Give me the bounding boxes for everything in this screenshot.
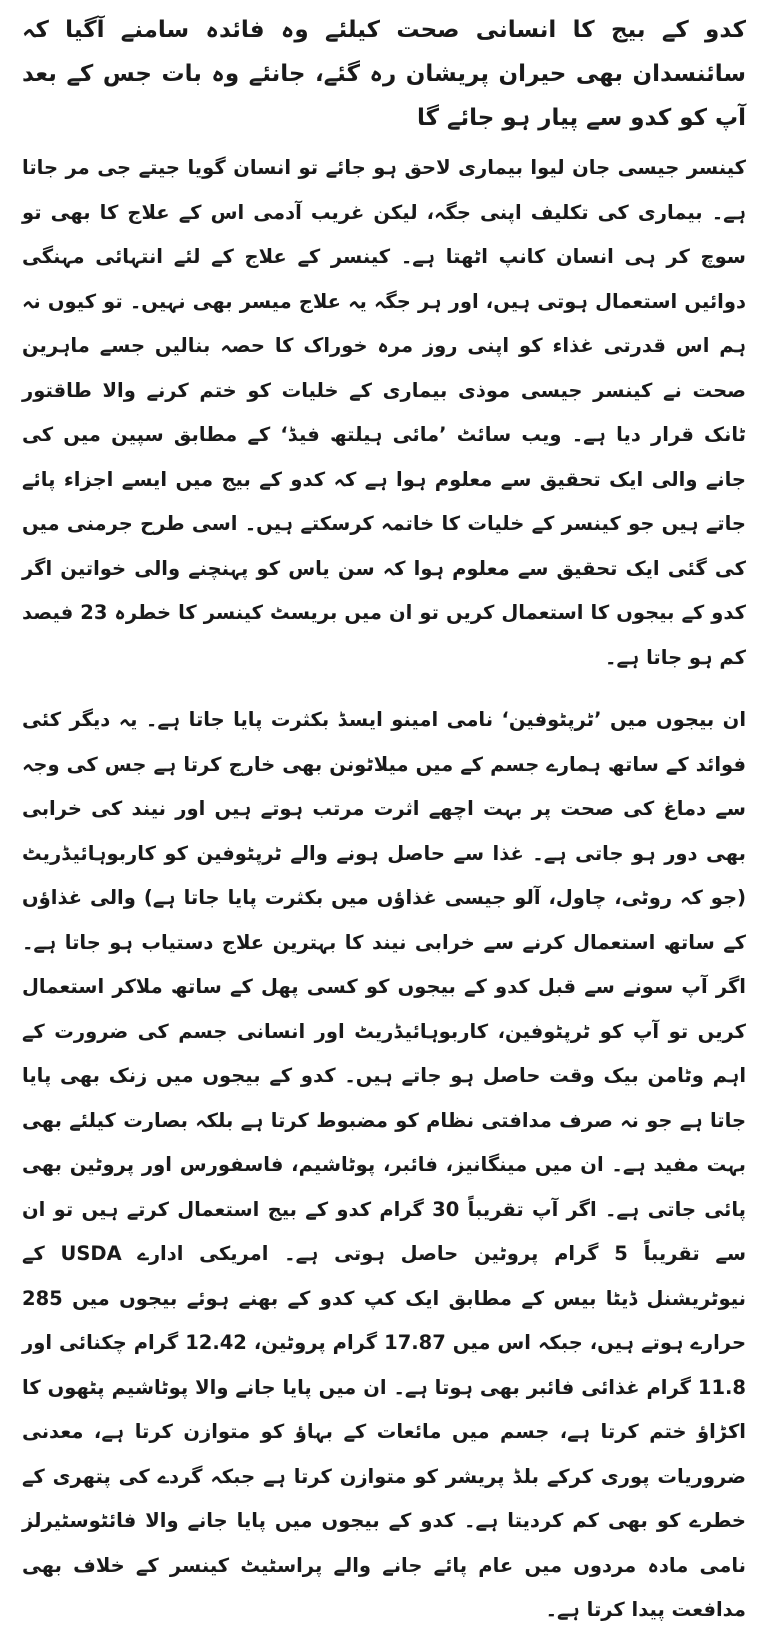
article-headline: کدو کے بیج کا انسانی صحت کیلئے وہ فائدہ سامنے آگیا کہ سائنسدان بھی حیران پریشان رہ گئے، جانئے وہ بات جس کے بعد آپ کو کدو سے پیار ہو جائے گا — [22, 17, 746, 131]
article-paragraph-2: ان بیجوں میں ’ٹرپٹوفین‘ نامی امینو ایسڈ بکثرت پایا جاتا ہے۔ یہ دیگر کئی فوائد کے ساتھ ہمارے جسم کے میں میلاٹونن بھی خارج کرتا ہے جس کی وجہ سے دماغ کی صحت پر بہت اچھے اثرت مرتب ہوتے ہیں اور نیند کی خرابی بھی دور ہو جاتی ہے۔ غذا سے حاصل ہونے والے ٹرپٹوفین کو کاربوہائیڈریٹ (جو کہ روٹی، چاول، آلو جیسی غذاؤں میں بکثرت پایا جاتا ہے) والی غذاؤں کے ساتھ استعمال کرنے سے خرابی نیند کا بہترین علاج دستیاب ہو جاتا ہے۔ اگر آپ سونے سے قبل کدو کے بیجوں کو کسی پھل کے ساتھ ملاکر استعمال کریں تو آپ کو ٹرپٹوفین، کاربوہائیڈریٹ اور انسانی جسم کی ضرورت کے اہم وٹامن بیک وقت حاصل ہو جاتے ہیں۔ کدو کے بیجوں میں زنک بھی پایا جاتا ہے جو نہ صرف مدافتی نظام کو مضبوط کرتا ہے بلکہ بصارت کیلئے بھی بہت مفید ہے۔ ان میں مینگانیز، فائبر، پوٹاشیم، فاسفورس اور پروٹین بھی پائی جاتی ہے۔ اگر آپ تقریباً 30 گرام کدو کے بیج استعمال کرتے ہیں تو ان سے تقریباً 5 گرام پروٹین حاصل ہوتی ہے۔ امریکی ادارے USDA کے نیوٹریشنل ڈیٹا بیس کے مطابق ایک کپ کدو کے بھنے ہوئے بیجوں میں 285 حرارے ہوتے ہیں، جبکہ اس میں 17.87 گرام پروٹین، 12.42 گرام چکنائی اور 11.8 گرام غذائی فائبر بھی ہوتا ہے۔ ان میں پایا جانے والا پوٹاشیم پٹھوں کا اکڑاؤ ختم کرتا ہے، جسم میں مائعات کے بہاؤ کو متوازن کرتا ہے، معدنی ضروریات پوری کرکے بلڈ پریشر کو متوازن کرتا ہے جبکہ گردے کی پتھری کے خطرے کو بھی کم کردیتا ہے۔ کدو کے بیجوں میں پایا جانے والا فائٹوسٹیرلز نامی مادہ مردوں میں عام پائے جانے والے پراسٹیٹ کینسر کے خلاف بھی مدافعت پیدا کرتا ہے۔ — [22, 708, 746, 1621]
article-paragraph-1: کینسر جیسی جان لیوا بیماری لاحق ہو جائے تو انسان گویا جیتے جی مر جاتا ہے۔ بیماری کی تکلیف اپنی جگہ، لیکن غریب آدمی اس کے علاج کا بھی تو سوچ کر ہی انسان کانپ اٹھتا ہے۔ کینسر کے علاج کے لئے انتہائی مہنگی دوائیں استعمال ہوتی ہیں، اور ہر جگہ یہ علاج میسر بھی نہیں۔ تو کیوں نہ ہم اس قدرتی غذاء کو اپنی روز مرہ خوراک کا حصہ بنالیں جسے ماہرین صحت نے کینسر جیسی موذی بیماری کے خلیات کو ختم کرنے والا طاقتور ٹانک قرار دیا ہے۔ ویب سائٹ ’مائی ہیلتھ فیڈ‘ کے مطابق سپین میں کی جانے والی ایک تحقیق سے معلوم ہوا ہے کہ کدو کے بیج میں ایسے اجزاء پائے جاتے ہیں جو کینسر کے خلیات کا خاتمہ کرسکتے ہیں۔ اسی طرح جرمنی میں کی گئی ایک تحقیق سے معلوم ہوا کہ سن یاس کو پہنچنے والی خواتین اگر کدو کے بیجوں کا استعمال کریں تو ان میں بریسٹ کینسر کا خطرہ 23 فیصد کم ہو جاتا ہے۔ — [22, 156, 746, 669]
